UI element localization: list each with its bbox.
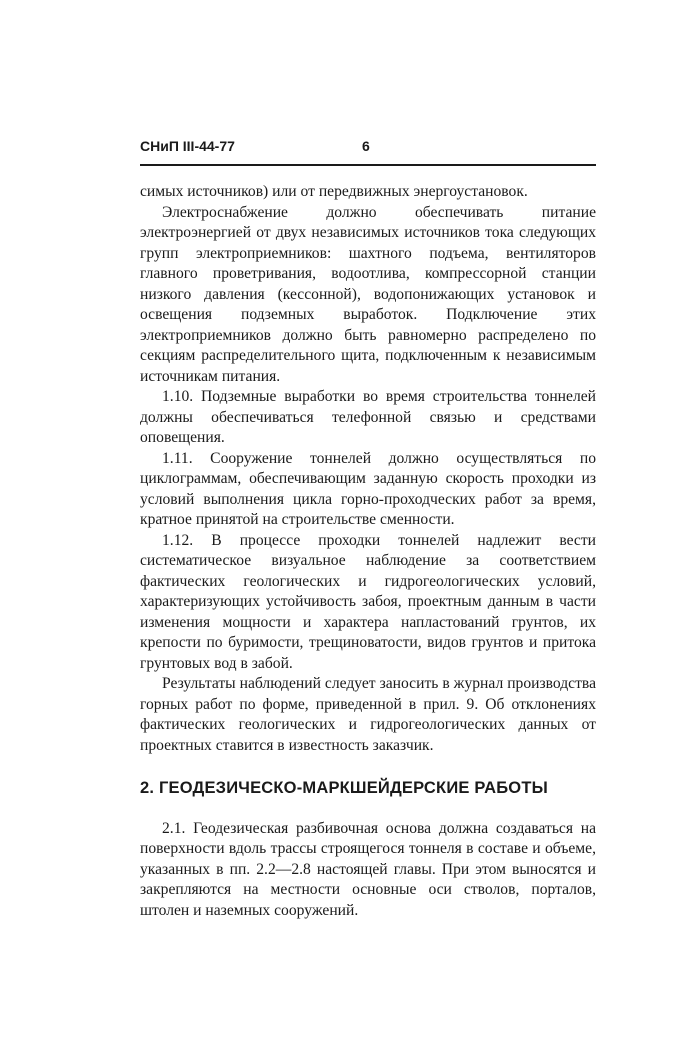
paragraph-continuation: симых источников) или от передвижных энергоустановок. [140,183,528,200]
paragraph-1-11: 1.11. Сооружение тоннелей должно осуществляться по циклограммам, обеспечивающим заданную скорость проходки из условий выполнения цикла горно-проходческих работ за время, кратное принятой на строительстве сменности. [140,449,596,528]
paragraph-observations: Результаты наблюдений следует заносить в журнал производства горных работ по форме, приведенной в прил. 9. Об отклонениях фактических геологических и гидрогеологических данных от проектных ставится в известность заказчик. [140,675,596,754]
document-code: СНиП III-44-77 [140,138,235,154]
document-page [140,138,596,921]
paragraph-2-1: 2.1. Геодезическая разбивочная основа должна создаваться на поверхности вдоль трассы строящегося тоннеля в составе и объеме, указанных в пп. 2.2—2.8 настоящей главы. При этом выносятся и закрепляются на местности основные оси стволов, порталов, штолен и наземных сооружений. [140,819,596,919]
header-rule [140,164,596,166]
running-header [140,138,596,160]
paragraph-1-10: 1.10. Подземные выработки во время строительства тоннелей должны обеспечиваться телефонной связью и средствами оповещения. [140,388,596,446]
body-text [140,182,596,921]
section-heading-text: 2. ГЕОДЕЗИЧЕСКО-МАРКШЕЙДЕРСКИЕ РАБОТЫ [140,779,548,797]
page-number: 6 [362,138,370,154]
paragraph-power-supply: Электроснабжение должно обеспечивать питание электроэнергией от двух независимых источников тока следующих групп электроприемников: шахтного подъема, вентиляторов главного проветривания, водоотлива, компрессорной станции низкого давления (кессонной), водопонижающих установок и освещения подземных выработок. Подключение этих электроприемников должно быть равномерно распределено по секциям распределительного щита, подключенным к независимым источникам питания. [140,203,596,385]
paragraph-1-12: 1.12. В процессе проходки тоннелей надлежит вести систематическое визуальное наблюдение за соответствием фактических геологических и гидрогеологических условий, характеризующих устойчивость забоя, проектным данным в части изменения мощности и характера напластований грунтов, их крепости по буримости, трещиноватости, видов грунтов и притока грунтовых вод в забой. [140,531,596,672]
section-heading [140,778,596,799]
